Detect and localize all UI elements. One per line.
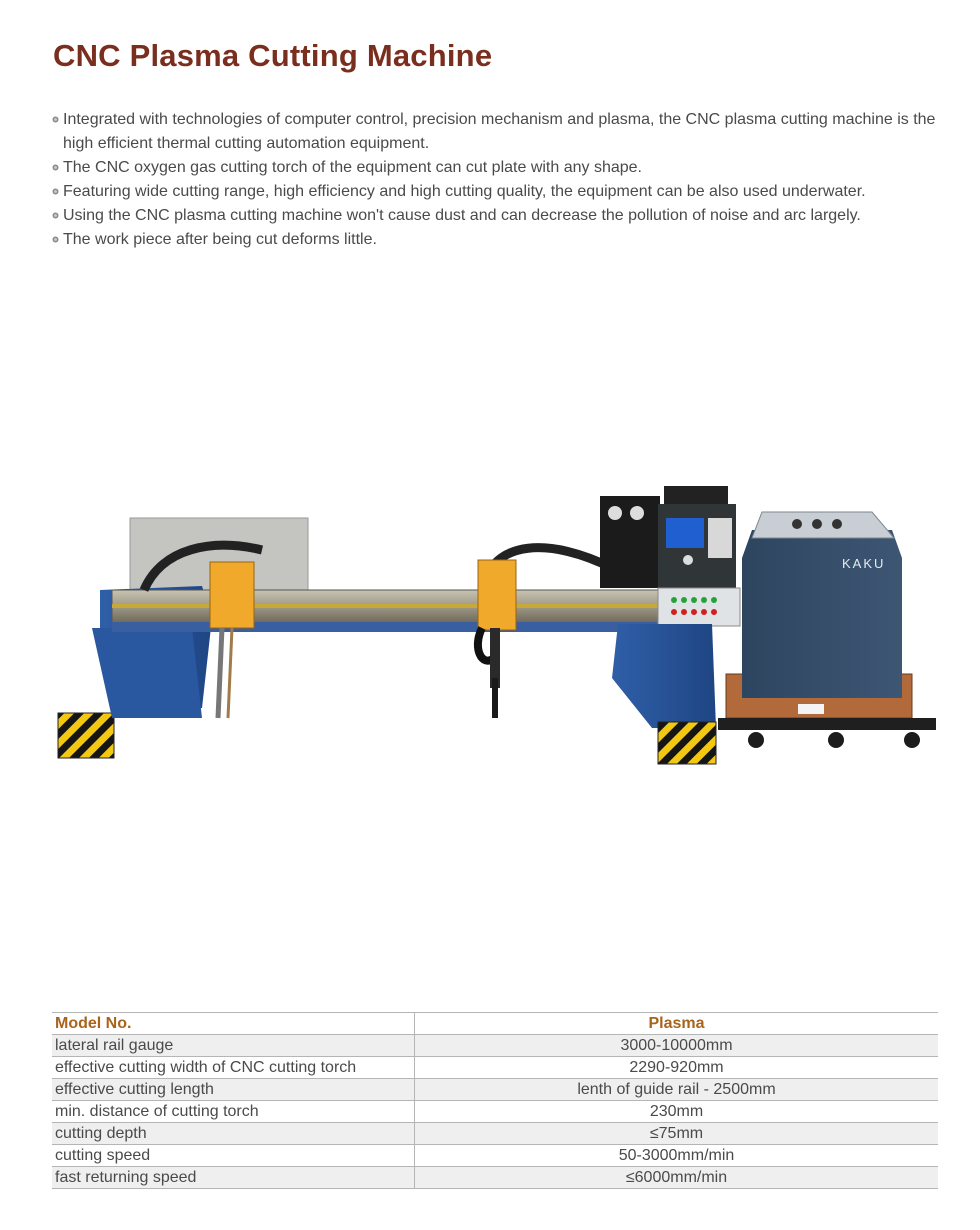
bullet-icon [52, 236, 59, 243]
spec-label-cell: effective cutting length [52, 1079, 415, 1101]
spec-value-cell: 230mm [415, 1101, 939, 1123]
page-title: CNC Plasma Cutting Machine [53, 38, 493, 73]
table-row [52, 1145, 938, 1167]
table-header-row [52, 1013, 938, 1035]
bullet-icon [52, 212, 59, 219]
spec-value-cell: 2290-920mm [415, 1057, 939, 1079]
feature-item [52, 180, 942, 204]
feature-item [52, 108, 942, 156]
spec-value-cell: lenth of guide rail - 2500mm [415, 1079, 939, 1101]
bullet-icon [52, 164, 59, 171]
feature-text: Using the CNC plasma cutting machine won't cause dust and can decrease the pollution of noise and arc largely. [63, 207, 861, 224]
right-leg [612, 624, 716, 728]
table-row [52, 1035, 938, 1057]
table-row [52, 1079, 938, 1101]
spec-value-cell: ≤6000mm/min [415, 1167, 939, 1189]
feature-item [52, 228, 942, 252]
spec-table [52, 1012, 938, 1189]
operator-panel [658, 588, 740, 626]
left-torch-carriage [210, 562, 254, 628]
spec-label-cell: fast returning speed [52, 1167, 415, 1189]
table-row [52, 1057, 938, 1079]
table-row [52, 1101, 938, 1123]
spec-value-cell: 3000-10000mm [415, 1035, 939, 1057]
power-unit-logo: KAKU [842, 556, 886, 571]
left-hazard-block [58, 713, 114, 758]
feature-item [52, 156, 942, 180]
table-row [52, 1123, 938, 1145]
spec-label-cell: lateral rail gauge [52, 1035, 415, 1057]
feature-text: The work piece after being cut deforms little. [63, 231, 377, 248]
feature-text: Integrated with technologies of computer control, precision mechanism and plasma, the CNC plasma cutting machine is the high efficient thermal cutting automation equipment. [63, 111, 936, 152]
spec-label-cell: cutting depth [52, 1123, 415, 1145]
spec-value-cell: 50-3000mm/min [415, 1145, 939, 1167]
header-label-cell: Model No. [52, 1013, 415, 1035]
feature-list [52, 108, 942, 252]
feature-item [52, 204, 942, 228]
feature-text: Featuring wide cutting range, high efficiency and high cutting quality, the equipment can be also used underwater. [63, 183, 866, 200]
right-hazard-block [658, 722, 716, 764]
right-torch-carriage [478, 560, 516, 630]
header-value-cell: Plasma [415, 1013, 939, 1035]
feature-text: The CNC oxygen gas cutting torch of the equipment can cut plate with any shape. [63, 159, 642, 176]
spec-label-cell: cutting speed [52, 1145, 415, 1167]
table-row [52, 1167, 938, 1189]
spec-label-cell: effective cutting width of CNC cutting torch [52, 1057, 415, 1079]
spec-label-cell: min. distance of cutting torch [52, 1101, 415, 1123]
bullet-icon [52, 116, 59, 123]
bullet-icon [52, 188, 59, 195]
spec-value-cell: ≤75mm [415, 1123, 939, 1145]
product-photo [52, 478, 940, 778]
